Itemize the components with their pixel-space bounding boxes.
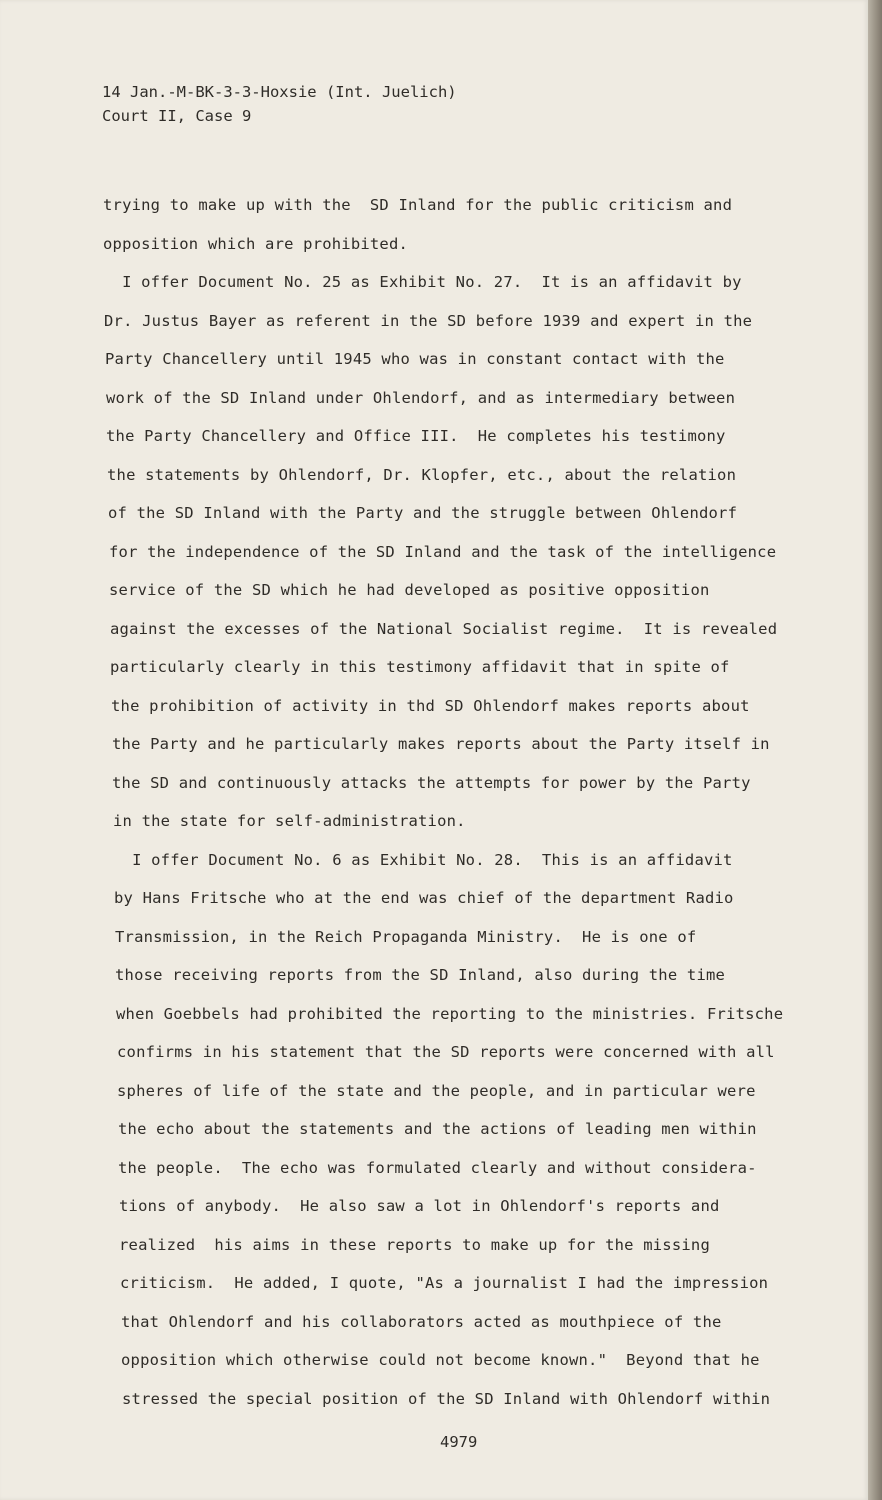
header-line-1: 14 Jan.-M-BK-3-3-Hoxsie (Int. Juelich) [102, 83, 457, 101]
text-line: spheres of life of the state and the people, and in particular were [117, 1082, 756, 1100]
text-line: the SD and continuously attacks the attempts for power by the Party [112, 774, 751, 792]
text-line: that Ohlendorf and his collaborators acted as mouthpiece of the [121, 1313, 722, 1331]
text-line: confirms in his statement that the SD reports were concerned with all [117, 1043, 775, 1061]
text-line: stressed the special position of the SD Inland with Ohlendorf within [122, 1390, 771, 1408]
text-line: the people. The echo was formulated clearly and without considera- [118, 1159, 757, 1177]
text-line: the prohibition of activity in thd SD Ohlendorf makes reports about [111, 697, 750, 715]
text-line: the statements by Ohlendorf, Dr. Klopfer, etc., about the relation [107, 466, 737, 484]
page-number: 4979 [440, 1433, 478, 1451]
text-line: particularly clearly in this testimony affidavit that in spite of [110, 658, 730, 676]
text-line: against the excesses of the National Socialist regime. It is revealed [110, 620, 778, 638]
document-header [102, 80, 457, 128]
text-line: those receiving reports from the SD Inland, also during the time [115, 966, 726, 984]
header-line-2: Court II, Case 9 [102, 107, 252, 125]
text-line: the Party and he particularly makes reports about the Party itself in [112, 735, 770, 753]
page-edge [868, 0, 882, 1500]
text-line: I offer Document No. 6 as Exhibit No. 28. This is an affidavit [113, 851, 733, 869]
text-line: opposition which are prohibited. [103, 235, 409, 253]
text-line: realized his aims in these reports to make up for the missing [119, 1236, 710, 1254]
text-line: when Goebbels had prohibited the reporting to the ministries. Fritsche [116, 1005, 784, 1023]
text-line: Dr. Justus Bayer as referent in the SD before 1939 and expert in the [104, 312, 753, 330]
text-line: tions of anybody. He also saw a lot in Ohlendorf's reports and [119, 1197, 720, 1215]
text-line: the echo about the statements and the actions of leading men within [118, 1120, 757, 1138]
text-line: for the independence of the SD Inland and the task of the intelligence [109, 543, 777, 561]
text-line: Party Chancellery until 1945 who was in constant contact with the [105, 350, 725, 368]
text-line: of the SD Inland with the Party and the struggle between Ohlendorf [108, 504, 738, 522]
text-line: work of the SD Inland under Ohlendorf, and as intermediary between [106, 389, 736, 407]
text-line: trying to make up with the SD Inland for the public criticism and [103, 196, 733, 214]
text-line: Transmission, in the Reich Propaganda Ministry. He is one of [115, 928, 697, 946]
text-line: criticism. He added, I quote, "As a journalist I had the impression [120, 1274, 769, 1292]
text-line: by Hans Fritsche who at the end was chief of the department Radio [114, 889, 734, 907]
text-line: in the state for self-administration. [113, 812, 466, 830]
text-line: service of the SD which he had developed as positive opposition [109, 581, 710, 599]
text-line: the Party Chancellery and Office III. He completes his testimony [106, 427, 726, 445]
text-line: I offer Document No. 25 as Exhibit No. 27. It is an affidavit by [103, 273, 742, 291]
text-line: opposition which otherwise could not become known." Beyond that he [121, 1351, 760, 1369]
